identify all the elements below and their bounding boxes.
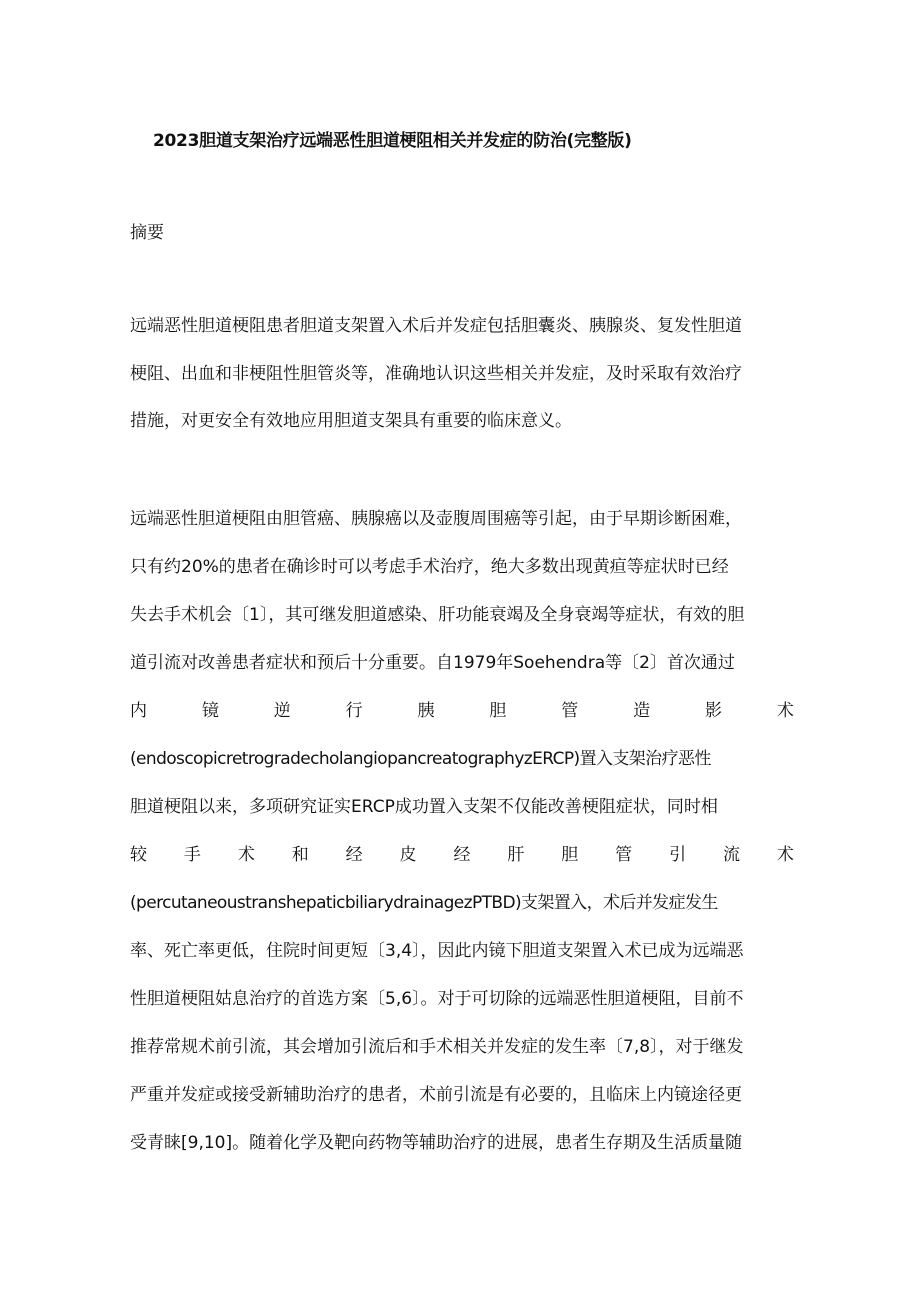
abstract-line: 梗阻、出血和非梗阻性胆管炎等，准确地认识这些相关并发症，及时采取有效治疗 — [130, 364, 742, 384]
char: 胆 — [561, 845, 579, 865]
char: 影 — [705, 701, 722, 721]
char: 内 — [130, 701, 147, 721]
char: 和 — [291, 845, 309, 865]
char: 手 — [183, 845, 201, 865]
abstract-line: 措施，对更安全有效地应用胆道支架具有重要的临床意义。 — [130, 411, 572, 431]
char: 较 — [130, 845, 147, 865]
char: 经 — [453, 845, 471, 865]
body-line: 道引流对改善患者症状和预后十分重要。自1979年Soehendra等〔2〕首次通过 — [130, 653, 735, 673]
char: 造 — [633, 701, 651, 721]
body-line: 胆道梗阻以来，多项研究证实ERCP成功置入支架不仅能改善梗阻症状，同时相 — [130, 797, 718, 817]
body-line-justified — [130, 843, 794, 867]
char: 术 — [237, 845, 255, 865]
body-line: 率、死亡率更低，住院时间更短〔3,4〕，因此内镜下胆道支架置入术已成为远端恶 — [130, 941, 744, 961]
body-line: 远端恶性胆道梗阻由胆管癌、胰腺癌以及壶腹周围癌等引起，由于早期诊断困难， — [130, 509, 742, 529]
body-line: 性胆道梗阻姑息治疗的首选方案〔5,6〕。对于可切除的远端恶性胆道梗阻，目前不 — [130, 989, 744, 1009]
char: 引 — [669, 845, 687, 865]
char: 胆 — [489, 701, 507, 721]
char: 管 — [615, 845, 633, 865]
char: 逆 — [273, 701, 291, 721]
char: 术 — [776, 701, 794, 721]
char: 肝 — [507, 845, 525, 865]
char: 流 — [722, 845, 740, 865]
abstract-line: 远端恶性胆道梗阻患者胆道支架置入术后并发症包括胆囊炎、胰腺炎、复发性胆道 — [130, 316, 742, 336]
body-line: 推荐常规术前引流，其会增加引流后和手术相关并发症的发生率〔7,8〕，对于继发 — [130, 1037, 744, 1057]
body-line: 只有约20%的患者在确诊时可以考虑手术治疗，绝大多数出现黄疸等症状时已经 — [130, 557, 729, 577]
body-line: (endoscopicretrogradecholangiopancreatographyzERCP)置入支架治疗恶性 — [130, 749, 711, 769]
char: 术 — [776, 845, 794, 865]
document-title: 2023胆道支架治疗远端恶性胆道梗阻相关并发症的防治(完整版) — [153, 131, 632, 151]
char: 皮 — [399, 845, 417, 865]
char: 胰 — [417, 701, 435, 721]
char: 经 — [345, 845, 363, 865]
char: 行 — [345, 701, 363, 721]
body-line: 受青睐[9,10]。随着化学及靶向药物等辅助治疗的进展，患者生存期及生活质量随 — [130, 1133, 743, 1153]
body-line: (percutaneoustranshepaticbiliarydrainagezPTBD)支架置入，术后并发症发生 — [130, 893, 718, 913]
char: 镜 — [201, 701, 219, 721]
body-line-justified — [130, 699, 794, 723]
char: 管 — [561, 701, 579, 721]
abstract-heading: 摘要 — [130, 223, 164, 243]
body-line: 严重并发症或接受新辅助治疗的患者，术前引流是有必要的，且临床上内镜途径更 — [130, 1085, 742, 1105]
body-line: 失去手术机会〔1〕，其可继发胆道感染、肝功能衰竭及全身衰竭等症状，有效的胆 — [130, 605, 745, 625]
